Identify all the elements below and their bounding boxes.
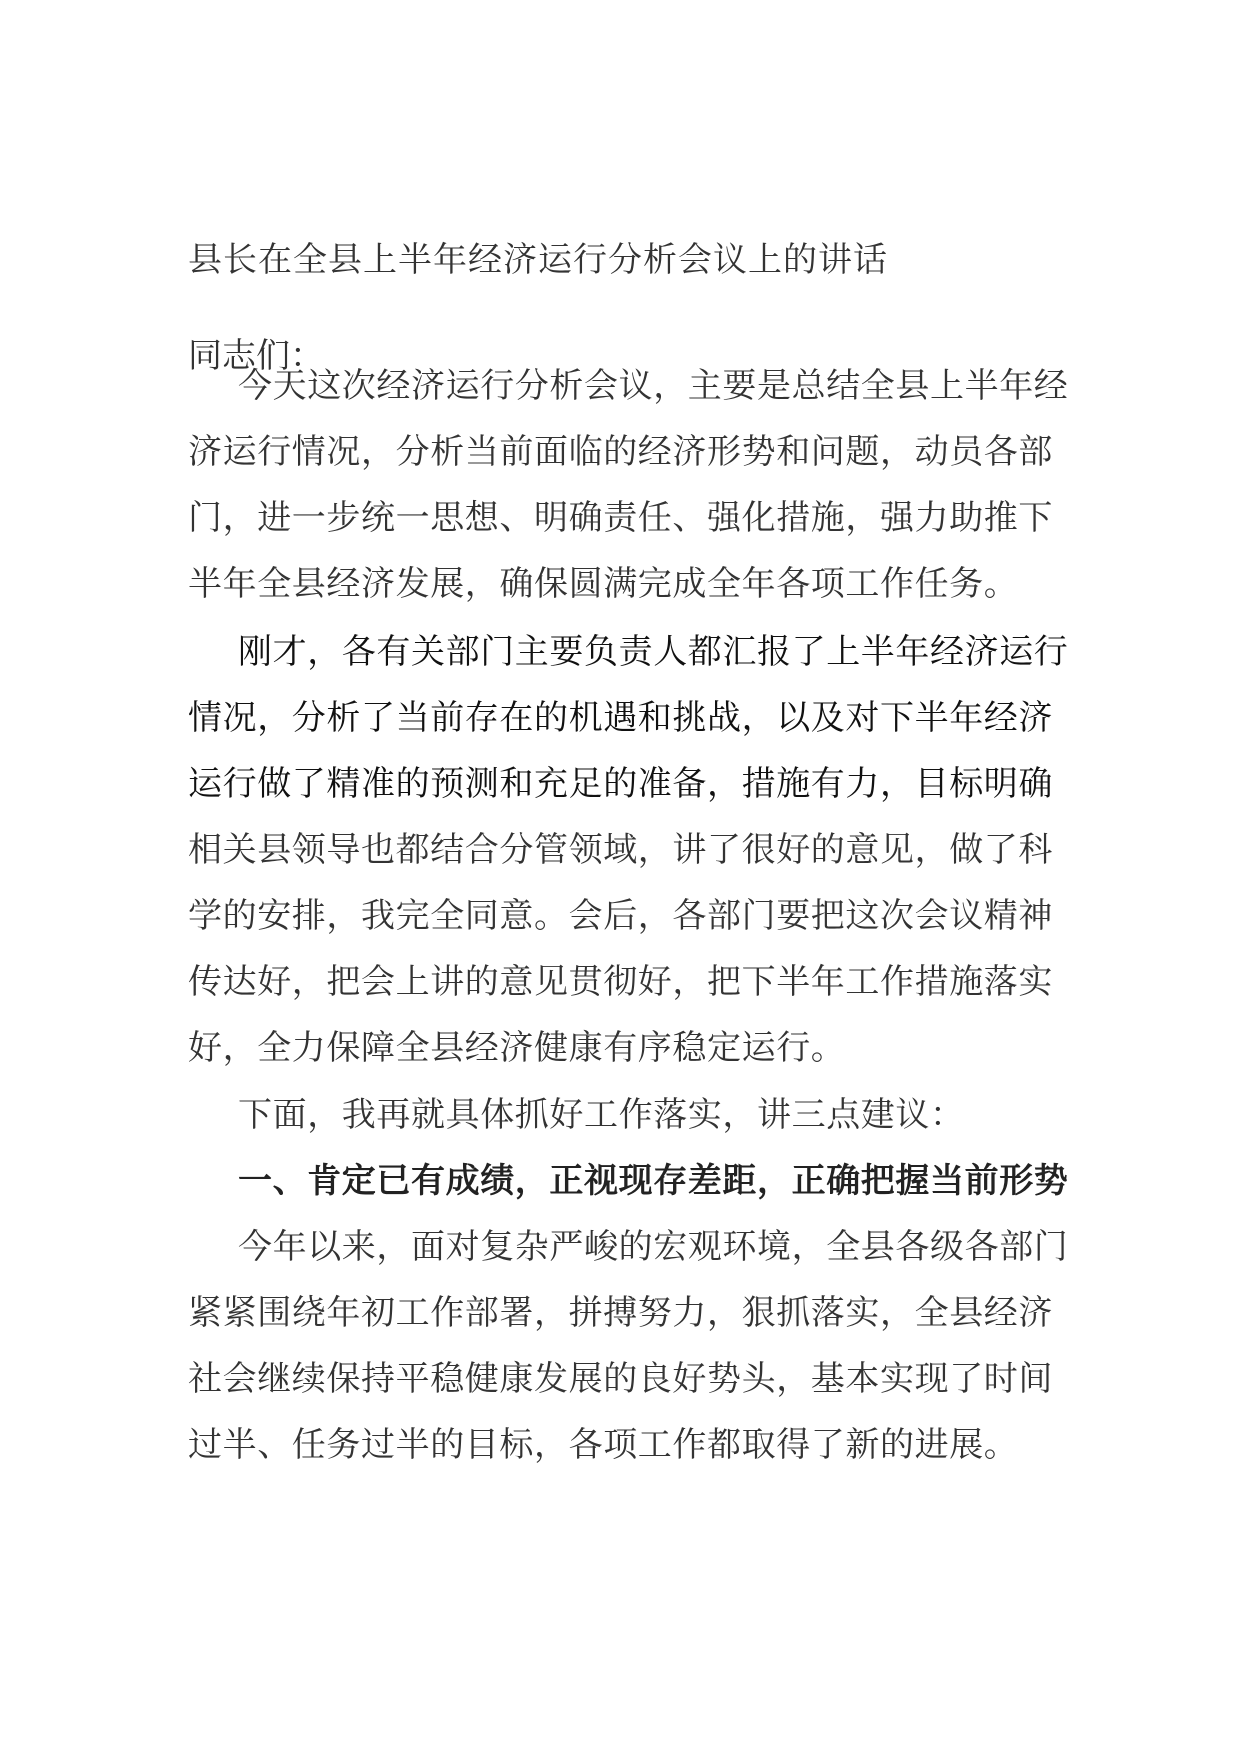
section-heading-text: 一、肯定已有成绩，正视现存差距，正确把握当前形势 (238, 1161, 1069, 1201)
paragraph-line: 下面，我再就具体抓好工作落实，讲三点建议： (238, 1095, 965, 1135)
paragraph-line: 运行做了精准的预测和充足的准备，措施有力，目标明确 (188, 764, 1053, 804)
paragraph-line: 济运行情况，分析当前面临的经济形势和问题，动员各部 (188, 432, 1053, 472)
paragraph-line: 情况，分析了当前存在的机遇和挑战，以及对下半年经济 (188, 698, 1053, 738)
paragraph-line: 今年以来，面对复杂严峻的宏观环境，全县各级各部门 (238, 1227, 1069, 1267)
paragraph-line: 过半、任务过半的目标，各项工作都取得了新的进展。 (188, 1425, 1019, 1465)
paragraph-line: 门，进一步统一思想、明确责任、强化措施，强力助推下 (188, 498, 1053, 538)
paragraph-line: 今天这次经济运行分析会议，主要是总结全县上半年经 (238, 366, 1069, 406)
paragraph-line: 紧紧围绕年初工作部署，拼搏努力，狠抓落实，全县经济 (188, 1293, 1053, 1333)
paragraph-opening (188, 353, 1068, 617)
document-title: 县长在全县上半年经济运行分析会议上的讲话 (188, 240, 888, 280)
section-heading (188, 1148, 1068, 1214)
paragraph-line: 刚才，各有关部门主要负责人都汇报了上半年经济运行 (238, 632, 1069, 672)
paragraph-transition (188, 1082, 965, 1148)
paragraph-line: 半年全县经济发展，确保圆满完成全年各项工作任务。 (188, 564, 1019, 604)
paragraph-line: 学的安排，我完全同意。会后，各部门要把这次会议精神 (188, 896, 1053, 936)
paragraph-review (188, 619, 1068, 1081)
paragraph-line: 好，全力保障全县经济健康有序稳定运行。 (188, 1028, 846, 1068)
paragraph-line: 社会继续保持平稳健康发展的良好势头，基本实现了时间 (188, 1359, 1053, 1399)
salutation: 同志们： (188, 336, 324, 376)
paragraph-line: 传达好，把会上讲的意见贯彻好，把下半年工作措施落实 (188, 962, 1053, 1002)
paragraph-line: 相关县领导也都结合分管领域，讲了很好的意见，做了科 (188, 830, 1053, 870)
paragraph-achievements (188, 1214, 1068, 1478)
